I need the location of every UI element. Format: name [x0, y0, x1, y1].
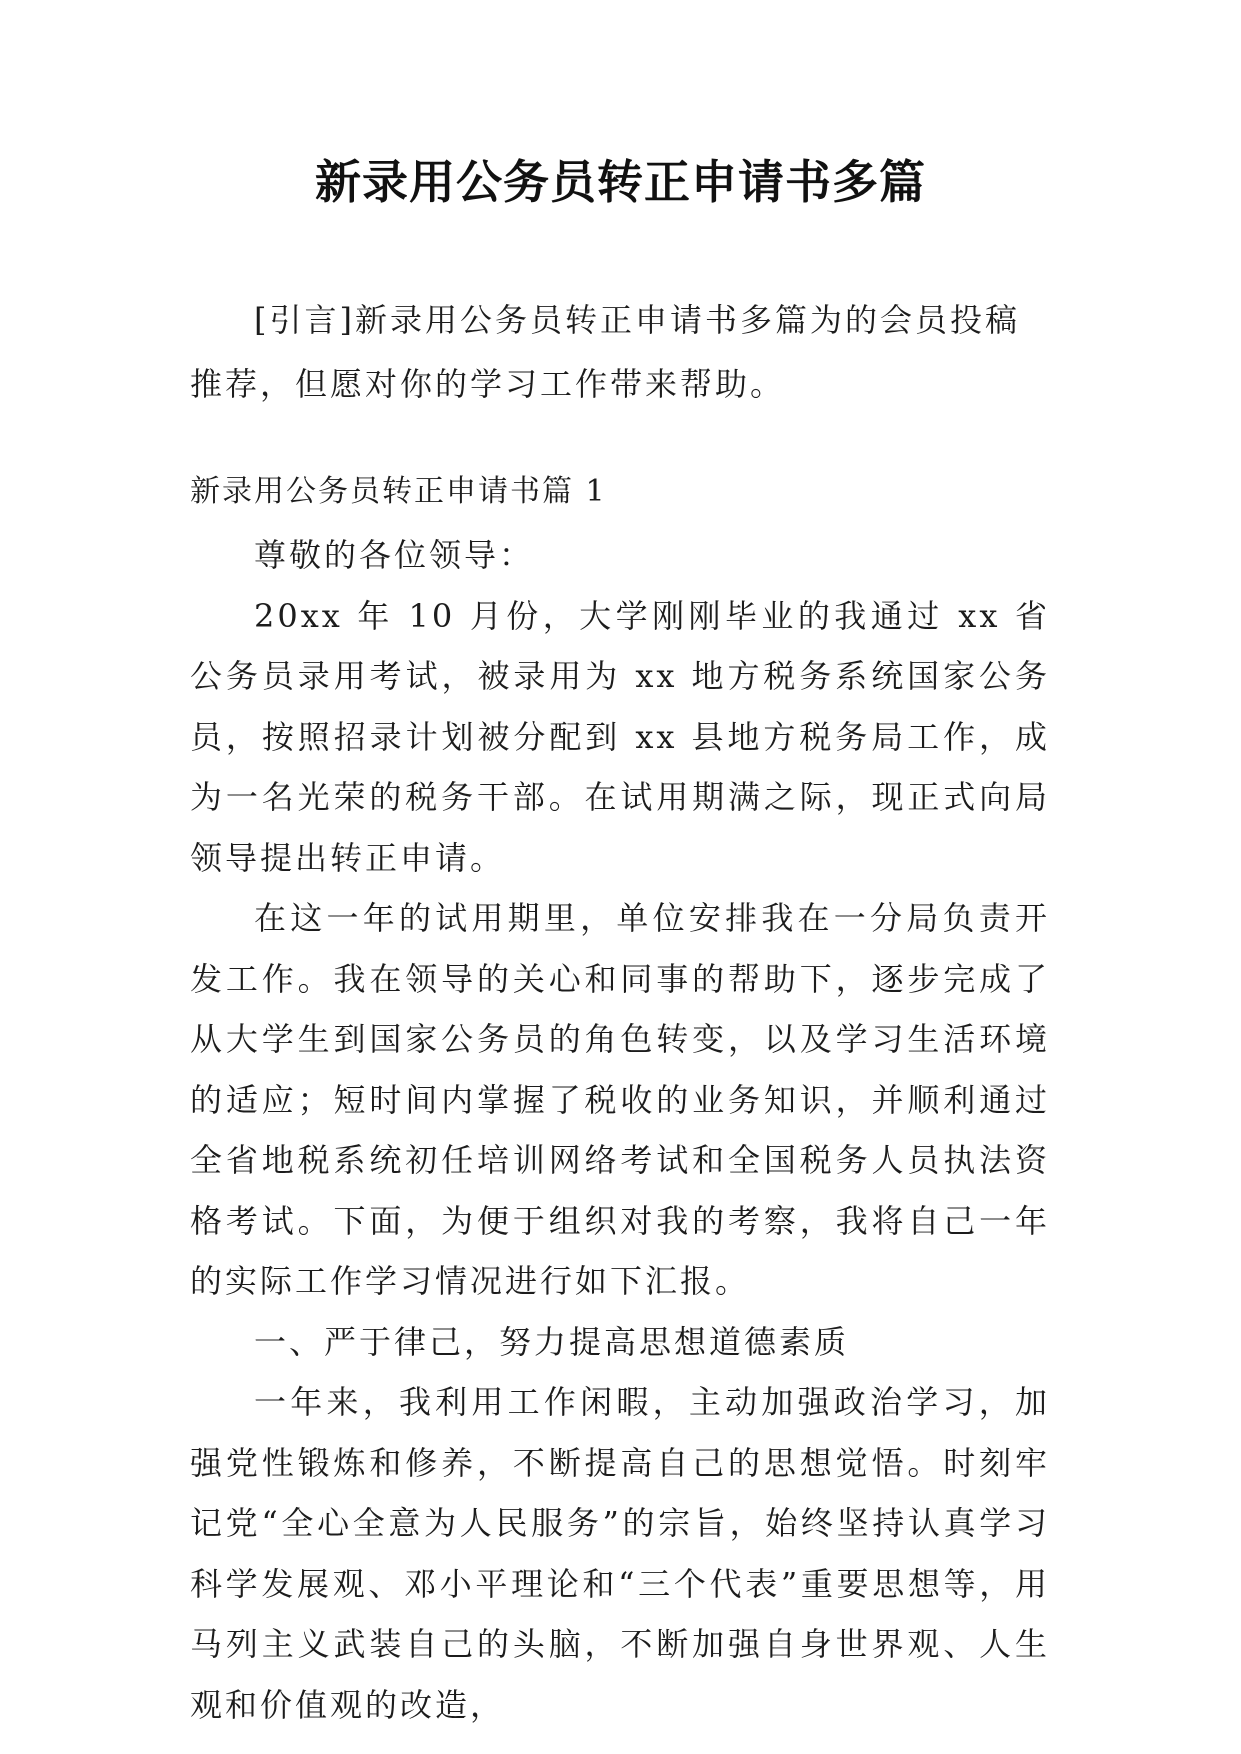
intro-paragraph: [引言]新录用公务员转正申请书多篇为的会员投稿推荐，但愿对你的学习工作带来帮助。 [190, 301, 1020, 403]
body-paragraph: 20xx 年 10 月份，大学刚刚毕业的我通过 xx 省公务员录用考试，被录用为 xx 地方税务系统国家公务员，按照招录计划被分配到 xx 县地方税务局工作，成为一名光荣的税务干部。在试用期满之际，现正式向局领导提出转正申请。 [190, 596, 1050, 877]
document-title: 新录用公务员转正申请书多篇 [315, 155, 926, 209]
document-body [190, 525, 1050, 1735]
body-paragraph: 一年来，我利用工作闲暇，主动加强政治学习，加强党性锻炼和修养，不断提高自己的思想觉悟。时刻牢记党“全心全意为人民服务”的宗旨，始终坚持认真学习科学发展观、邓小平理论和“三个代表”重要思想等，用马列主义武装自己的头脑，不断加强自身世界观、人生观和价值观的改造， [190, 1383, 1050, 1724]
body-paragraph: 在这一年的试用期里，单位安排我在一分局负责开发工作。我在领导的关心和同事的帮助下，逐步完成了从大学生到国家公务员的角色转变，以及学习生活环境的适应；短时间内掌握了税收的业务知识，并顺利通过全省地税系统初任培训网络考试和全国税务人员执法资格考试。下面，为便于组织对我的考察，我将自己一年的实际工作学习情况进行如下汇报。 [190, 899, 1050, 1300]
subsection-heading: 一、严于律己，努力提高思想道德素质 [254, 1322, 850, 1361]
salutation: 尊敬的各位领导： [254, 536, 535, 574]
section-heading: 新录用公务员转正申请书篇 1 [190, 474, 607, 509]
